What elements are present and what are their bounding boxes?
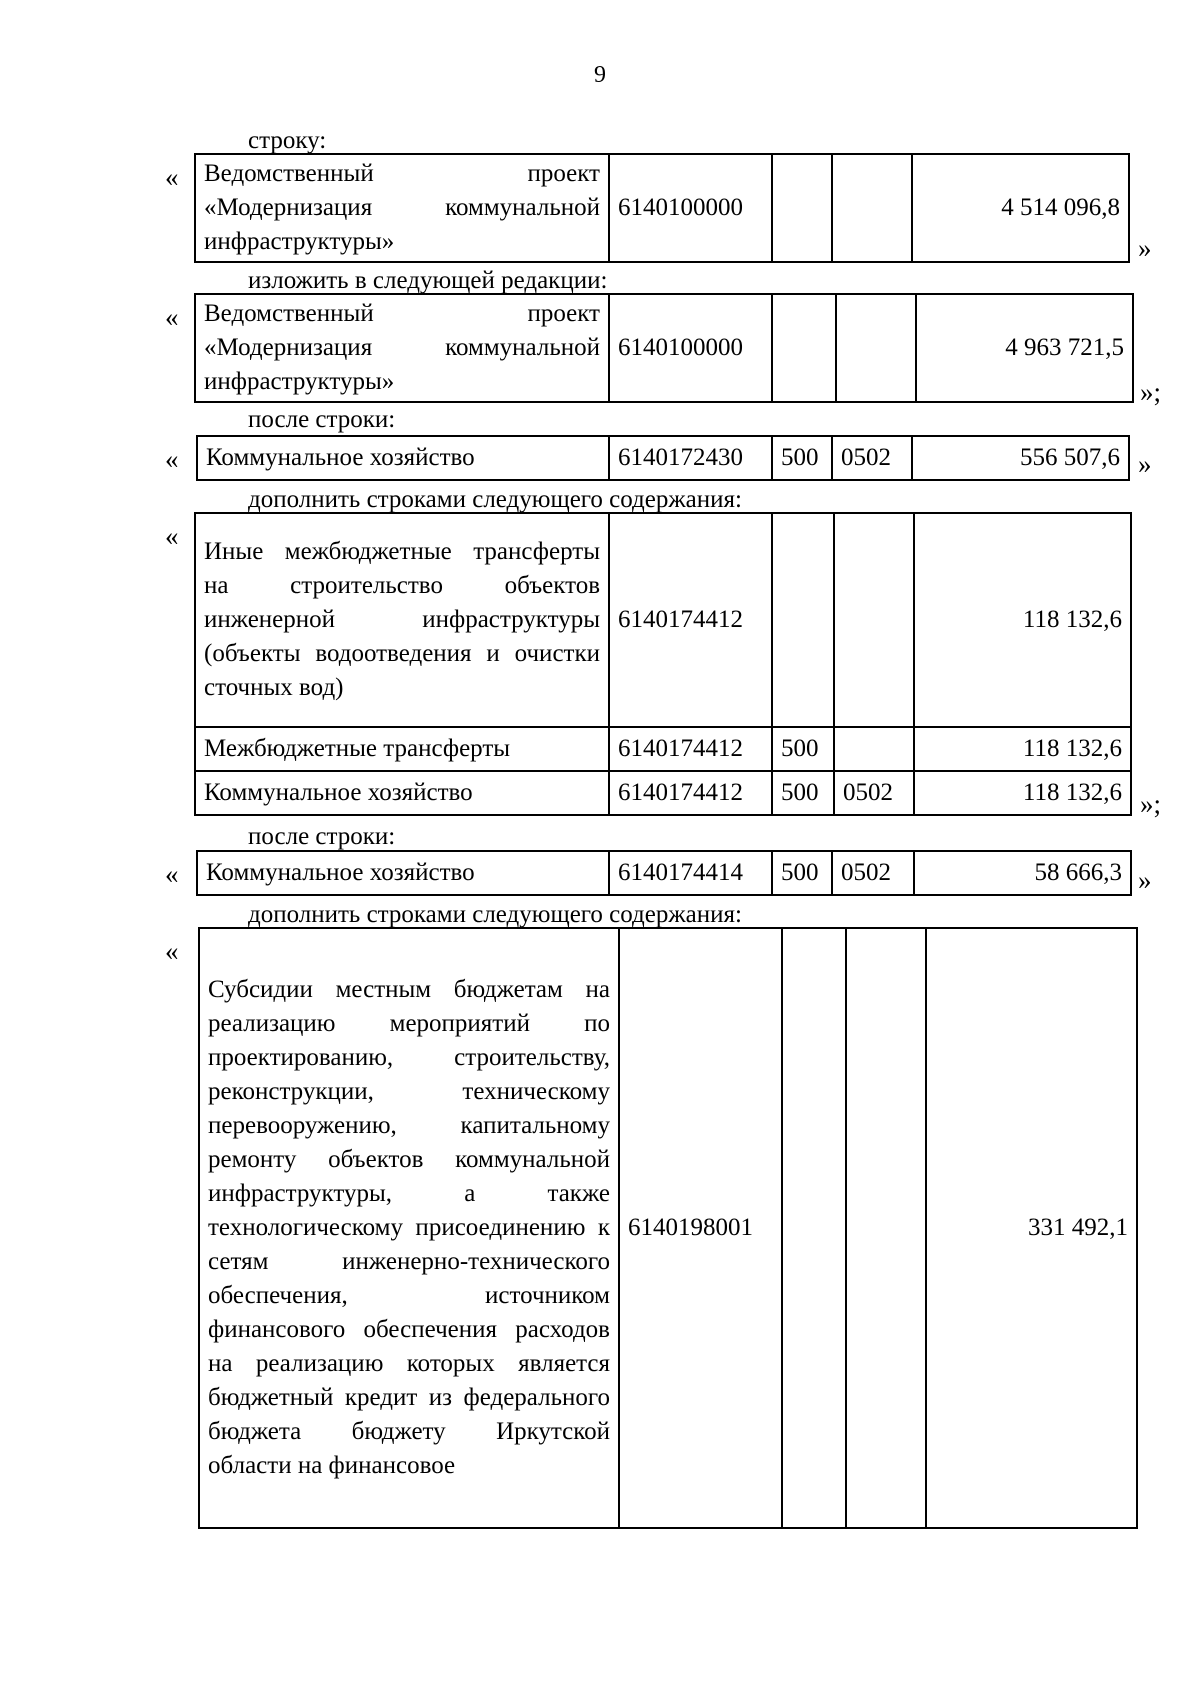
section-caption: дополнить строками следующего содержания: [248,901,742,928]
item-name-cell: Коммунальное хозяйство [197,436,609,480]
item-name-cell: Субсидии местным бюджетам на реализацию мероприятий по проектированию, строительству, реконструкции, техническому перевооружению, капитальному ремонту объектов коммунальной инфраструктуры, а также технологическому присоединению к сетям инженерно-технического обеспечения, источником финансового обеспечения расходов на реализацию которых является бюджетный кредит из федерального бюджета бюджету Иркутской области на финансовое [199,928,619,1528]
amount-cell: 556 507,6 [912,436,1129,480]
item-name-cell: Коммунальное хозяйство [197,851,609,895]
expense-type-cell [772,154,832,262]
close-quote-mark: »; [1140,789,1162,819]
amount-cell: 118 132,6 [914,727,1131,771]
target-code-cell: 6140174412 [609,771,772,815]
budget-table [198,927,1138,1529]
target-code-cell: 6140100000 [609,154,772,262]
budget-table [196,435,1130,481]
expense-type-cell: 500 [772,851,832,895]
table-row [195,727,1131,771]
section-caption: изложить в следующей редакции: [248,267,608,294]
table-row [197,436,1129,480]
amount-cell: 58 666,3 [914,851,1131,895]
budget-table [194,293,1134,403]
section-caption: после строки: [248,406,396,433]
target-code-cell: 6140174412 [609,727,772,771]
item-name-cell: Коммунальное хозяйство [195,771,609,815]
section-code-cell: 0502 [834,771,914,815]
section-code-cell [834,727,914,771]
target-code-cell: 6140172430 [609,436,772,480]
section-caption: после строки: [248,823,396,850]
target-code-cell: 6140100000 [609,294,772,402]
expense-type-cell [772,294,836,402]
amount-cell: 118 132,6 [914,513,1131,727]
section-code-cell [846,928,926,1528]
open-quote-mark: « [165,521,179,551]
table-row [199,928,1137,1528]
expense-type-cell [782,928,846,1528]
target-code-cell: 6140174414 [609,851,772,895]
expense-type-cell [772,513,834,727]
table-row [195,294,1133,402]
open-quote-mark: « [165,936,179,966]
section-code-cell: 0502 [832,436,912,480]
expense-type-cell: 500 [772,727,834,771]
close-quote-mark: » [1138,449,1152,479]
table-row [195,154,1129,262]
close-quote-mark: » [1138,865,1152,895]
page-number: 9 [594,62,606,88]
amount-cell: 4 514 096,8 [912,154,1129,262]
table-row [197,851,1131,895]
section-code-cell [834,513,914,727]
item-name-cell: Ведомственный проект «Модернизация коммунальной инфраструктуры» [195,294,609,402]
item-name-cell: Иные межбюджетные трансферты на строительство объектов инженерной инфраструктуры (объекты водоотведения и очистки сточных вод) [195,513,609,727]
table-row [195,771,1131,815]
item-name-cell: Межбюджетные трансферты [195,727,609,771]
section-code-cell: 0502 [832,851,914,895]
budget-table [194,153,1130,263]
budget-table [194,512,1132,816]
target-code-cell: 6140174412 [609,513,772,727]
amount-cell: 331 492,1 [926,928,1137,1528]
open-quote-mark: « [165,859,179,889]
open-quote-mark: « [165,162,179,192]
open-quote-mark: « [165,444,179,474]
table-row [195,513,1131,727]
open-quote-mark: « [165,302,179,332]
close-quote-mark: » [1138,233,1152,263]
close-quote-mark: »; [1140,377,1162,407]
expense-type-cell: 500 [772,436,832,480]
amount-cell: 4 963 721,5 [916,294,1133,402]
section-caption: дополнить строками следующего содержания: [248,486,742,513]
amount-cell: 118 132,6 [914,771,1131,815]
target-code-cell: 6140198001 [619,928,782,1528]
budget-table [196,850,1132,896]
expense-type-cell: 500 [772,771,834,815]
item-name-cell: Ведомственный проект «Модернизация коммунальной инфраструктуры» [195,154,609,262]
section-code-cell [832,154,912,262]
section-caption: строку: [248,127,327,154]
section-code-cell [836,294,916,402]
